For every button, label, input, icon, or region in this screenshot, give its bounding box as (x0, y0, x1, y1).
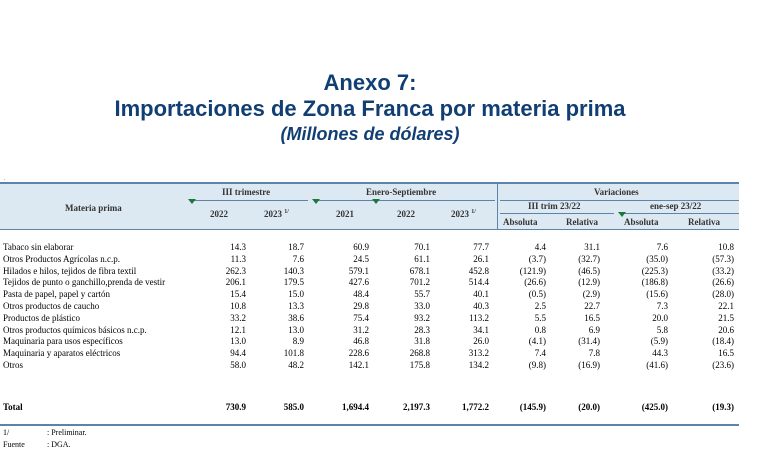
cell-ytd-rel: (33.2) (712, 266, 734, 276)
header-year-2022b: 2022 (397, 209, 415, 219)
cell-ytd-2022: 70.1 (414, 242, 430, 252)
cell-q3-rel: (20.0) (578, 402, 600, 412)
cell-q3-rel: (46.5) (578, 266, 600, 276)
cell-ytd-abs: 7.6 (656, 242, 668, 252)
table-bottom-rule (0, 424, 739, 426)
header-divider (500, 213, 614, 214)
cell-ytd-abs: (225.3) (641, 266, 668, 276)
cell-ytd-rel: 16.5 (718, 348, 734, 358)
row-label: Otros (3, 360, 23, 370)
row-label: Tejidos de punto o ganchillo,prenda de vestir (3, 277, 166, 287)
cell-ytd-rel: 20.6 (718, 325, 734, 335)
header-relativa-2: Relativa (688, 217, 720, 227)
cell-q3-2023: 13.0 (288, 325, 304, 335)
cell-ytd-2021: 579.1 (348, 266, 369, 276)
cell-ytd-2022: 175.8 (409, 360, 430, 370)
header-year-2023a: 2023 $^{1/}$ (264, 209, 289, 219)
cell-ytd-rel: (28.0) (712, 289, 734, 299)
cell-q3-2022: 206.1 (225, 277, 246, 287)
cell-q3-2022: 730.9 (225, 402, 246, 412)
row-label: Otros productos de caucho (3, 301, 100, 311)
cell-ytd-2022: 678.1 (409, 266, 430, 276)
cell-q3-2023: 7.6 (292, 254, 304, 264)
cell-q3-2022: 94.4 (230, 348, 246, 358)
cell-ytd-2021: 60.9 (353, 242, 369, 252)
row-label: Otros productos químicos básicos n.c.p. (3, 325, 147, 335)
cell-ytd-2023: 26.0 (473, 336, 489, 346)
note-text-1: : Preliminar. (47, 428, 87, 437)
cell-q3-2022: 12.1 (230, 325, 246, 335)
header-vertical-divider (497, 184, 498, 229)
header-divider (190, 200, 308, 201)
cell-q3-abs: 4.4 (534, 242, 546, 252)
cell-q3-2022: 10.8 (230, 301, 246, 311)
row-label: Otros Productos Agrícolas n.c.p. (3, 254, 120, 264)
cell-q3-abs: 2.5 (534, 301, 546, 311)
header-ene-sep: ene-sep 23/22 (650, 201, 702, 211)
cell-q3-rel: 6.9 (588, 325, 600, 335)
table-row (0, 360, 760, 373)
cell-ytd-abs: 5.8 (656, 325, 668, 335)
cell-ytd-2023: 452.8 (468, 266, 489, 276)
header-relativa-1: Relativa (566, 217, 598, 227)
total-row (0, 402, 760, 415)
annex-title: Anexo 7: (323, 70, 417, 95)
header-divider (314, 200, 495, 201)
cell-q3-2023: 8.9 (292, 336, 304, 346)
cell-ytd-2021: 75.4 (353, 313, 369, 323)
row-label: Maquinaria para usos específicos (3, 336, 123, 346)
cell-ytd-2022: 28.3 (414, 325, 430, 335)
cell-ytd-2023: 77.7 (473, 242, 489, 252)
cell-marker-icon (188, 199, 196, 204)
cell-ytd-2023: 40.3 (473, 301, 489, 311)
row-label: Pasta de papel, papel y cartón (3, 289, 110, 299)
cell-marker-icon (372, 199, 380, 204)
header-variaciones: Variaciones (594, 187, 639, 197)
cell-ytd-abs: (41.6) (646, 360, 668, 370)
note-text-2: : DGA. (47, 440, 71, 449)
cell-ytd-2023: 514.4 (468, 277, 489, 287)
cell-ytd-rel: (26.6) (712, 277, 734, 287)
cell-ytd-2023: 1,772.2 (462, 402, 489, 412)
header-materia: Materia prima (65, 203, 122, 213)
units-subtitle: (Millones de dólares) (280, 124, 460, 144)
header-year-2021: 2021 (336, 209, 354, 219)
cell-ytd-2021: 142.1 (348, 360, 369, 370)
header-year-2023b: 2023 $^{1/}$ (451, 209, 476, 219)
cell-ytd-rel: (19.3) (712, 402, 734, 412)
cell-q3-abs: (145.9) (519, 402, 546, 412)
cell-q3-rel: (32.7) (578, 254, 600, 264)
cell-ytd-abs: (35.0) (646, 254, 668, 264)
cell-ytd-2021: 228.6 (348, 348, 369, 358)
cell-ytd-2022: 2,197.3 (403, 402, 430, 412)
header-enero-sep: Enero-Septiembre (366, 187, 437, 197)
cell-ytd-abs: 20.0 (652, 313, 668, 323)
cell-ytd-abs: (15.6) (646, 289, 668, 299)
cell-ytd-rel: (18.4) (712, 336, 734, 346)
cell-q3-abs: 0.8 (534, 325, 546, 335)
cell-q3-2023: 585.0 (283, 402, 304, 412)
cell-q3-2022: 33.2 (230, 313, 246, 323)
cell-q3-2023: 15.0 (288, 289, 304, 299)
cell-ytd-2021: 24.5 (353, 254, 369, 264)
cell-q3-abs: 5.5 (534, 313, 546, 323)
cell-ytd-rel: 22.1 (718, 301, 734, 311)
cell-ytd-abs: (425.0) (641, 402, 668, 412)
cell-ytd-rel: (23.6) (712, 360, 734, 370)
cell-q3-2023: 38.6 (288, 313, 304, 323)
cell-marker-icon (312, 199, 320, 204)
cell-q3-abs: (9.8) (528, 360, 546, 370)
cell-ytd-2021: 31.2 (353, 325, 369, 335)
header-absoluta-2: Absoluta (624, 217, 659, 227)
table-title: Importaciones de Zona Franca por materia prima (114, 96, 626, 121)
cell-q3-2022: 58.0 (230, 360, 246, 370)
cell-ytd-2021: 46.8 (353, 336, 369, 346)
row-label: Tabaco sin elaborar (3, 242, 74, 252)
header-trimestre: III trimestre (222, 187, 271, 197)
row-label: Hilados e hilos, tejidos de fibra textil (3, 266, 137, 276)
cell-ytd-2023: 313.2 (468, 348, 489, 358)
cell-ytd-rel: 21.5 (718, 313, 734, 323)
cell-ytd-2022: 93.2 (414, 313, 430, 323)
cell-q3-rel: (31.4) (578, 336, 600, 346)
cell-ytd-abs: 7.3 (656, 301, 668, 311)
cell-ytd-abs: (5.9) (650, 336, 668, 346)
cell-q3-2023: 101.8 (283, 348, 304, 358)
cell-ytd-2023: 40.1 (473, 289, 489, 299)
cell-ytd-2022: 701.2 (409, 277, 430, 287)
cell-q3-2022: 11.3 (230, 254, 246, 264)
title-block (0, 70, 740, 146)
cell-q3-abs: (26.6) (524, 277, 546, 287)
cell-ytd-abs: (186.8) (641, 277, 668, 287)
cell-ytd-2022: 31.8 (414, 336, 430, 346)
cell-ytd-abs: 44.3 (652, 348, 668, 358)
cell-q3-2022: 13.0 (230, 336, 246, 346)
header-year-2022a: 2022 (210, 209, 228, 219)
cell-ytd-2022: 61.1 (414, 254, 430, 264)
cell-ytd-2023: 134.2 (468, 360, 489, 370)
cell-ytd-2022: 268.8 (409, 348, 430, 358)
cell-q3-2023: 179.5 (283, 277, 304, 287)
header-iii-trim: III trim 23/22 (528, 201, 581, 211)
cell-ytd-2022: 55.7 (414, 289, 430, 299)
cell-ytd-2021: 48.4 (353, 289, 369, 299)
cell-q3-abs: (3.7) (528, 254, 546, 264)
dot-mark: . (4, 176, 6, 182)
note-key-2: Fuente (3, 440, 25, 449)
cell-q3-2022: 15.4 (230, 289, 246, 299)
cell-q3-rel: (2.9) (582, 289, 600, 299)
cell-ytd-2023: 113.2 (469, 313, 489, 323)
cell-q3-abs: 7.4 (534, 348, 546, 358)
row-label: Productos de plástico (3, 313, 80, 323)
cell-q3-rel: (12.9) (578, 277, 600, 287)
cell-ytd-2023: 34.1 (473, 325, 489, 335)
table-header (0, 182, 739, 230)
cell-q3-2022: 14.3 (230, 242, 246, 252)
cell-q3-2023: 48.2 (288, 360, 304, 370)
cell-q3-2023: 13.3 (288, 301, 304, 311)
cell-ytd-2023: 26.1 (473, 254, 489, 264)
cell-q3-rel: 7.8 (588, 348, 600, 358)
cell-q3-rel: 16.5 (584, 313, 600, 323)
cell-q3-rel: (16.9) (578, 360, 600, 370)
cell-q3-2022: 262.3 (225, 266, 246, 276)
cell-ytd-rel: 10.8 (718, 242, 734, 252)
cell-ytd-rel: (57.3) (712, 254, 734, 264)
cell-q3-rel: 22.7 (584, 301, 600, 311)
header-absoluta-1: Absoluta (503, 217, 538, 227)
note-key-1: 1/ (3, 428, 10, 437)
header-divider (620, 213, 739, 214)
cell-ytd-2021: 29.8 (353, 301, 369, 311)
cell-ytd-2022: 33.0 (414, 301, 430, 311)
cell-q3-abs: (121.9) (519, 266, 546, 276)
cell-q3-2023: 140.3 (283, 266, 304, 276)
cell-q3-2023: 18.7 (288, 242, 304, 252)
cell-ytd-2021: 1,694.4 (342, 402, 369, 412)
cell-q3-abs: (4.1) (528, 336, 546, 346)
row-label: Total (3, 402, 23, 412)
row-label: Maquinaria y aparatos eléctricos (3, 348, 121, 358)
cell-q3-rel: 31.1 (584, 242, 600, 252)
cell-q3-abs: (0.5) (528, 289, 546, 299)
cell-ytd-2021: 427.6 (348, 277, 369, 287)
